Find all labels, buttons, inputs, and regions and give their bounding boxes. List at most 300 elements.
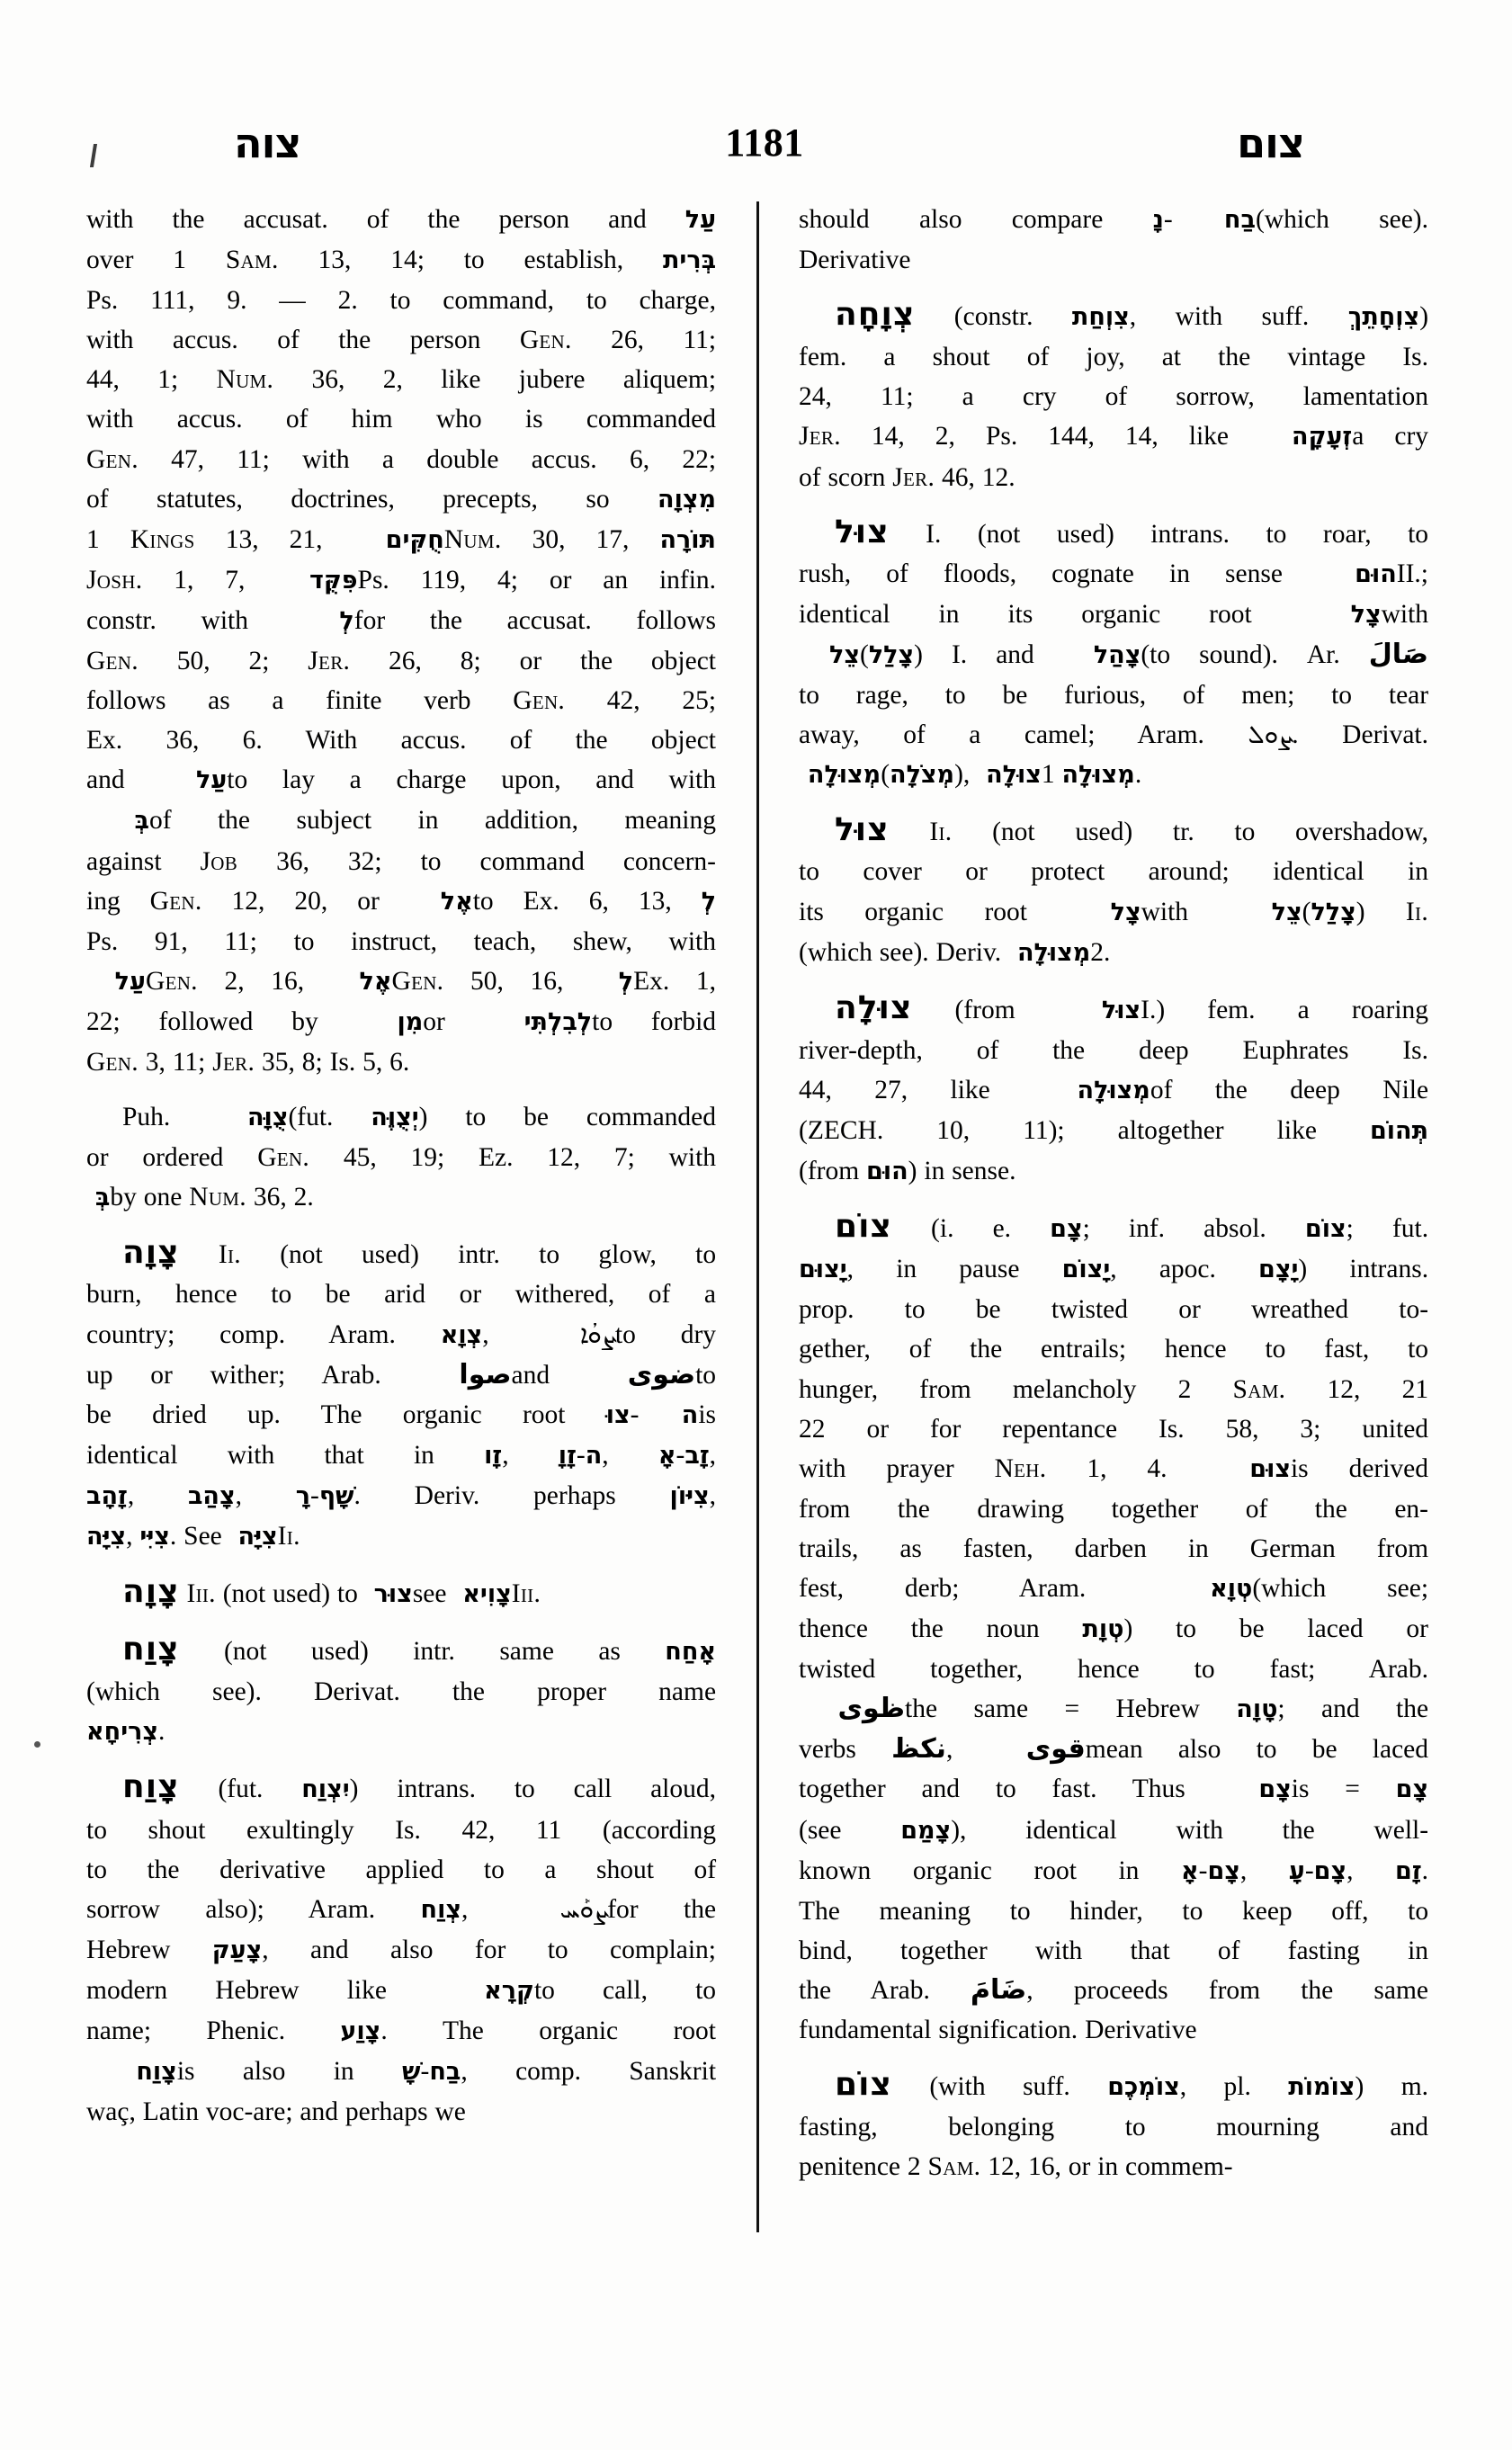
entry-line [799, 1031, 1428, 1070]
entry-line [799, 852, 1428, 891]
arabic-word: صوا [418, 1358, 512, 1390]
paragraph-gap [86, 1082, 716, 1097]
hebrew-word: צִוְחַת [1071, 303, 1130, 332]
latin-text-run: (which see). Derivat. the proper name [86, 1677, 717, 1707]
latin-text-run: burn, hence to be arid or withered, of a [86, 1280, 716, 1310]
entry-line [86, 1516, 716, 1557]
entry-headword: צוּלָה [835, 988, 913, 1026]
latin-text-run: is derived [1290, 1453, 1429, 1483]
hebrew-word: צָם [1207, 1856, 1240, 1885]
hebrew-word: מְצוּלָה [1033, 1076, 1150, 1104]
entry-headword: צָוַח [122, 1631, 180, 1668]
latin-text-run: . [1134, 760, 1142, 790]
entry-line [86, 1097, 716, 1138]
hebrew-word: אָ [658, 1441, 676, 1470]
hebrew-word: עָ [1288, 1856, 1305, 1885]
entry-line [799, 1329, 1428, 1369]
hebrew-word: יִצְוַח [301, 1775, 350, 1804]
entry-line [799, 635, 1428, 675]
scripture-abbrev: Sam. [927, 2152, 981, 2182]
latin-text-run: penitence 2 Sam. 12, 16, or in commem- [799, 2152, 1233, 2182]
latin-text-run: ) m. [1355, 2072, 1429, 2102]
latin-text-run: sorrow also); Aram. [86, 1894, 376, 1924]
latin-text-run: 2. [1090, 937, 1111, 967]
latin-text-run: . See [169, 1522, 222, 1551]
entry-line [799, 1070, 1428, 1111]
entry-line [86, 1274, 716, 1314]
latin-text-run: ) in sense. [908, 1157, 1016, 1186]
scripture-abbrev: Num. [216, 365, 274, 395]
latin-text-run: of scorn Jer. 46, 12. [799, 462, 1015, 492]
scripture-abbrev: Sam. [225, 246, 279, 275]
hebrew-word: טְוָת [1082, 1615, 1124, 1644]
hebrew-word: בַח [429, 2058, 461, 2087]
entry-line [799, 240, 1428, 280]
latin-text-run: , pl. [1179, 2072, 1251, 2102]
hebrew-word: פִּקֻּד [276, 566, 358, 595]
entry-line [86, 1355, 716, 1395]
entry-line [799, 933, 1428, 973]
hebrew-word: לְ [292, 606, 354, 635]
entry-line-headword [799, 988, 1428, 1031]
latin-text-run: (with suff. [929, 2072, 1070, 2102]
latin-text-run: II.; [1396, 559, 1428, 588]
latin-text-run: its organic root [799, 897, 1027, 926]
latin-text-run: (not used) intr. same as [223, 1637, 621, 1667]
entry-line [86, 760, 716, 800]
entry-line [86, 1971, 716, 2011]
hebrew-word: צֵל [1229, 898, 1302, 926]
hebrew-word: צָוַח [86, 2058, 177, 2087]
latin-text-run: up or wither; Arab. [86, 1360, 381, 1390]
latin-text-run: the same = Hebrew [905, 1694, 1200, 1724]
latin-text-run: ; fut. [1346, 1214, 1429, 1244]
running-head [135, 115, 1394, 174]
scripture-abbrev: Gen. [145, 966, 198, 996]
latin-text-run: thence the noun [799, 1614, 1040, 1644]
latin-text-run: ; inf. absol. [1082, 1214, 1266, 1244]
entry-line [799, 1730, 1428, 1769]
entry-line [799, 1370, 1428, 1409]
entry-line [86, 1138, 716, 1177]
entry-line [86, 1811, 716, 1850]
latin-text-run: to the derivative applied to a shout of [86, 1855, 717, 1884]
paragraph-gap [799, 1192, 1428, 1207]
arabic-word: ضَامَ [971, 1973, 1027, 2006]
entry-line [86, 961, 716, 1002]
latin-text-run: , [127, 1480, 135, 1510]
latin-text-run: ) intrans. to call aloud, [349, 1775, 716, 1804]
scripture-abbrev: Job [200, 846, 238, 876]
latin-text-run: 44, 1; Num. 36, 2, like jubere aliquem; [86, 365, 717, 395]
text-columns [86, 200, 1428, 2232]
entry-line [799, 416, 1428, 457]
scripture-abbrev: Ii. [1405, 897, 1428, 926]
latin-text-run: or [423, 1006, 445, 1036]
latin-text-run: Gen. 3, 11; Jer. 35, 8; Is. 5, 6. [86, 1047, 410, 1077]
latin-text-run: - [1198, 1855, 1208, 1885]
scripture-abbrev: Gen. [519, 326, 572, 355]
latin-text-run: . Derivat. [1292, 720, 1429, 750]
scripture-abbrev: Jer. [799, 422, 841, 452]
latin-text-run: and [86, 765, 125, 795]
latin-text-run: ) I. and [914, 639, 1034, 669]
entry-line [86, 720, 716, 760]
latin-text-run: name; Phenic. [86, 2016, 286, 2046]
latin-text-run: (to sound). Ar. [1141, 639, 1340, 669]
column-left [86, 200, 716, 2232]
latin-text-run: river-depth, of the deep Euphrates Is. [799, 1035, 1429, 1065]
latin-text-run [278, 1522, 300, 1551]
latin-text-run: Gen. 47, 11; with a double accus. 6, 22; [86, 444, 717, 474]
latin-text-run: , comp. Sanskrit [461, 2057, 717, 2087]
latin-text-run: , with suff. [1129, 302, 1310, 332]
entry-headword: צָוָה [122, 1234, 180, 1272]
latin-text-run: , [945, 1735, 953, 1765]
latin-text-run: to lay a charge upon, and with [227, 765, 716, 795]
hebrew-word: זְעָקָה [1259, 423, 1353, 452]
latin-text-run: , and also for to complain; [262, 1935, 717, 1964]
hebrew-word: צִיִּי [139, 1523, 170, 1551]
paragraph-gap [86, 1218, 716, 1233]
latin-text-run: (i. e. [931, 1214, 1012, 1244]
entry-line [799, 458, 1428, 497]
scripture-abbrev: Gen. [86, 1047, 139, 1077]
entry-headword: צָוַח [122, 1768, 180, 1806]
latin-text-run: 1 Kings 13, 21, [86, 524, 323, 554]
entry-line [86, 320, 716, 360]
latin-text-run: Gen. 2, 16, [145, 966, 305, 996]
entry-headword: צוֹם [835, 2066, 892, 2104]
latin-text-run: - [1304, 1855, 1314, 1885]
hebrew-word: צִיּוֹן [669, 1481, 710, 1510]
entry-line [86, 681, 716, 720]
hebrew-word: שָׁ [402, 2058, 421, 2087]
latin-text-run: bind, together with that of fasting in [799, 1936, 1429, 1965]
entry-line [799, 337, 1428, 377]
entry-line [86, 520, 716, 560]
latin-text-run: , [482, 1319, 489, 1349]
entry-line [86, 1890, 716, 1930]
latin-text-run: identical with that in [86, 1440, 434, 1470]
entry-line [86, 641, 716, 681]
hebrew-word: בַח [1172, 206, 1256, 234]
latin-text-run: ( [860, 639, 869, 669]
latin-text-run: - [675, 1440, 685, 1470]
hebrew-word: צֵל [799, 640, 860, 669]
scripture-abbrev: Neh. [994, 1453, 1047, 1483]
entry-line [86, 1850, 716, 1890]
hebrew-word: אֶל [330, 967, 392, 996]
latin-text-run: should also compare [799, 205, 1104, 234]
entry-line [799, 892, 1428, 933]
entry-line [799, 1891, 1428, 1931]
latin-text-run: away, of a camel; Aram. [799, 720, 1204, 750]
latin-text-run: hunger, from melancholy 2 Sam. 12, 21 [799, 1374, 1429, 1404]
latin-text-run: modern Hebrew like [86, 1975, 387, 2005]
latin-text-run [512, 1579, 541, 1608]
latin-text-run: Josh. 1, 7, [86, 565, 246, 595]
hebrew-word: בְּ [86, 807, 149, 836]
scripture-abbrev: Ii. [218, 1240, 241, 1270]
latin-text-run: Gen. 50, 16, [391, 966, 564, 996]
entry-line [799, 1489, 1428, 1529]
entry-line [86, 1395, 716, 1435]
hebrew-word: זָם [1395, 1856, 1422, 1885]
entry-line [86, 1672, 716, 1712]
hebrew-word: צוֹם [1304, 1215, 1346, 1244]
entry-line [799, 1769, 1428, 1810]
latin-text-run: (from [954, 995, 1015, 1024]
latin-text-run: the Arab. [799, 1975, 930, 2005]
latin-text-run: with [1381, 599, 1429, 629]
hebrew-word: נָ [1152, 206, 1164, 234]
entry-line [86, 2011, 716, 2052]
entry-line-headword [799, 810, 1428, 852]
latin-text-run: trails, as fasten, darben in German from [799, 1533, 1429, 1563]
entry-line [86, 399, 716, 439]
latin-text-run: 44, 27, like [799, 1075, 990, 1104]
entry-line [86, 1315, 716, 1355]
entry-line [86, 1930, 716, 1971]
latin-text-run: to call, to [533, 1975, 717, 2005]
latin-text-run: ( [881, 760, 890, 790]
scripture-abbrev: Iii. [186, 1579, 216, 1609]
latin-text-run: twisted together, hence to fast; Arab. [799, 1655, 1429, 1685]
latin-text-run: for the accusat. follows [353, 605, 717, 635]
latin-text-run: to shout exultingly Is. 42, 11 (according [86, 1815, 716, 1845]
hebrew-word: צָלַל [868, 640, 915, 669]
scripture-abbrev: Josh. [86, 565, 143, 595]
entry-line-headword [86, 1233, 716, 1274]
entry-line [799, 1290, 1428, 1329]
entry-line [799, 1529, 1428, 1569]
latin-text-run: of the deep Nile [1150, 1075, 1429, 1104]
syriac-word: ܨܘܰܚ [513, 1893, 608, 1924]
scripture-abbrev: Ii. [929, 818, 953, 847]
latin-text-run: (fut. [218, 1775, 264, 1804]
entry-line-headword [799, 513, 1428, 554]
latin-text-run: is also in [176, 2057, 354, 2087]
latin-text-run: to Ex. 6, 13, [472, 886, 672, 916]
paragraph-gap [86, 1557, 716, 1572]
hebrew-word: צָם [1050, 1215, 1083, 1244]
entry-line [86, 1476, 716, 1516]
latin-text-run: to cover or protect around; identical in [799, 857, 1429, 887]
scripture-abbrev: Kings [130, 524, 195, 554]
entry-line-headword [799, 1207, 1428, 1249]
latin-text-run: of the subject in addition, meaning [148, 806, 717, 836]
entry-line [799, 1409, 1428, 1449]
scripture-abbrev: Iii. [511, 1579, 541, 1609]
latin-text-run: ) to be commanded [418, 1103, 717, 1132]
entry-line [799, 1689, 1428, 1730]
latin-text-run: verbs [799, 1735, 856, 1765]
page-number: 1181 [725, 121, 804, 165]
hebrew-word: צְוָא [440, 1320, 483, 1349]
entry-line [799, 377, 1428, 416]
latin-text-run: ) intrans. [1298, 1255, 1429, 1284]
hebrew-word: צוּר [364, 1580, 413, 1609]
latin-text-run: , [461, 1894, 469, 1924]
hebrew-word: צוֹמוֹת [1288, 2073, 1355, 2102]
latin-text-run: to dry [614, 1319, 717, 1349]
latin-text-run: ) Ii. [1355, 897, 1428, 926]
latin-text-run: with accus. of him who is commanded [86, 405, 717, 434]
hebrew-word: הוּם [866, 1158, 908, 1186]
latin-text-run: waç, Latin voc-are; and perhaps we [86, 2097, 466, 2127]
latin-text-run: , proceeds from the same [1026, 1975, 1429, 2005]
hebrew-word: צָל [1300, 600, 1382, 629]
hebrew-word: צָוַע [340, 2017, 381, 2046]
entry-line [799, 2010, 1428, 2050]
scripture-abbrev: Jer. [212, 1047, 255, 1077]
entry-line [86, 440, 716, 479]
entry-line [86, 1177, 716, 1218]
latin-text-run: Ex. 1, [633, 966, 717, 996]
latin-text-run: see [412, 1579, 447, 1609]
latin-text-run: - [576, 1440, 586, 1470]
latin-text-run: to forbid [592, 1006, 717, 1036]
entry-line [86, 2052, 716, 2092]
latin-text-run: - [630, 1399, 640, 1429]
latin-text-run: country; comp. Aram. [86, 1319, 396, 1349]
entry-line-headword [86, 1630, 716, 1672]
latin-text-run: Ps. 119, 4; or an infin. [357, 565, 717, 595]
scan-edge-artifact [90, 144, 97, 167]
scripture-abbrev: Gen. [257, 1143, 310, 1173]
scripture-abbrev: Num. [443, 524, 502, 554]
latin-text-run: - [420, 2057, 430, 2087]
latin-text-run: of statutes, doctrines, precepts, so [86, 484, 610, 514]
hebrew-word: עַל [86, 967, 146, 996]
hebrew-word: צָם [1395, 1775, 1429, 1804]
latin-text-run: . [1421, 1855, 1429, 1885]
latin-text-run: by one Num. 36, 2. [110, 1183, 314, 1212]
hebrew-word: צֻוָּה [208, 1104, 289, 1132]
hebrew-word: מִן [356, 1007, 424, 1036]
syriac-word: ܨܘܠ [1248, 720, 1293, 750]
latin-text-run: , [502, 1440, 509, 1470]
hebrew-word: זָב [684, 1441, 710, 1470]
hebrew-word: אָחַח [665, 1638, 717, 1667]
latin-text-run: Jer. 14, 2, Ps. 144, 14, like [799, 422, 1229, 452]
scripture-abbrev: Gen. [513, 686, 566, 716]
hebrew-word: ה [585, 1441, 603, 1470]
hebrew-word: אֶל [408, 887, 473, 916]
latin-text-run: with the accusat. of the person and [86, 205, 647, 234]
hebrew-word: צָהַל [1062, 640, 1141, 669]
hebrew-word: מִצְוָה [658, 485, 717, 514]
hebrew-word: מְצוּלָה [799, 761, 881, 790]
latin-text-run: , [1346, 1855, 1354, 1885]
entry-line [86, 360, 716, 399]
hebrew-word: בְּרִית [662, 246, 717, 275]
latin-text-run: Gen. 50, 2; Jer. 26, 8; or the object [86, 647, 717, 676]
hebrew-word: צוּלָה [977, 761, 1042, 790]
hebrew-word: יָצָם [1258, 1256, 1299, 1284]
latin-text-run: constr. with [86, 605, 248, 635]
paragraph-gap [799, 795, 1428, 810]
entry-line [799, 1811, 1428, 1851]
hebrew-word: בְּ [86, 1184, 111, 1212]
entry-line [799, 1851, 1428, 1891]
entry-headword: צוּל [835, 811, 890, 849]
entry-line [799, 595, 1428, 635]
latin-text-run: to [695, 1360, 717, 1390]
latin-text-run: . [158, 1717, 166, 1747]
latin-text-run: rush, of floods, cognate in sense [799, 559, 1283, 588]
latin-text-run: 1 [1041, 760, 1055, 790]
latin-text-run: , [126, 1522, 133, 1551]
latin-text-run: follows as a finite verb Gen. 42, 25; [86, 686, 717, 716]
entry-line [799, 1650, 1428, 1689]
hebrew-word: זָהָב [86, 1481, 128, 1510]
hebrew-word: צוּ [605, 1400, 631, 1429]
hebrew-word: צִיָּה [86, 1523, 127, 1551]
latin-text-run: . The organic root [380, 2016, 717, 2046]
hebrew-word: תְּהוֹם [1369, 1116, 1429, 1145]
latin-text-run: 22; followed by [86, 1006, 318, 1036]
latin-text-run: with accus. of the person Gen. 26, 11; [86, 326, 717, 355]
arabic-word: نكظ [891, 1733, 946, 1766]
latin-text-run: (from [799, 1157, 860, 1186]
latin-text-run: . Deriv. perhaps [353, 1480, 616, 1510]
latin-text-run: ) to be laced or [1123, 1614, 1428, 1644]
arabic-word: قوى [988, 1733, 1086, 1766]
scripture-abbrev: Sam. [1232, 1374, 1286, 1404]
hebrew-word: צָעַק [211, 1936, 263, 1964]
latin-text-run: Puh. [122, 1103, 171, 1132]
latin-text-run: ) [1419, 302, 1429, 332]
entry-line [86, 1435, 716, 1476]
entry-line-headword [799, 2065, 1428, 2107]
latin-text-run: against Job 36, 32; to command concern- [86, 846, 716, 876]
entry-line [799, 1151, 1428, 1192]
latin-text-run: The meaning to hinder, to keep off, to [799, 1896, 1429, 1926]
hebrew-word: צָמַם [900, 1816, 952, 1845]
latin-text-run: or ordered Gen. 45, 19; Ez. 12, 7; with [86, 1143, 717, 1173]
latin-text-run: I. (not used) intrans. to roar, to [926, 519, 1429, 549]
hebrew-word: יָצוּם [799, 1256, 847, 1284]
latin-text-run: (which see). [1255, 205, 1429, 234]
entry-line [86, 1712, 716, 1752]
latin-text-run: 22 or for repentance Is. 58, 3; united [799, 1414, 1429, 1444]
hebrew-word: זָוָ [558, 1441, 577, 1470]
hebrew-word: עַל [684, 206, 717, 234]
scripture-abbrev: Gen. [149, 886, 202, 916]
latin-text-run: be dried up. The organic root [86, 1399, 566, 1429]
hebrew-word: זָו [484, 1441, 503, 1470]
latin-text-run: ), [954, 760, 971, 790]
latin-text-run: Num. 30, 17, [443, 524, 630, 554]
hebrew-word: צָלַל [1311, 898, 1356, 926]
scripture-abbrev: Gen. [86, 444, 139, 474]
latin-text-run: (which see). Deriv. [799, 937, 1002, 967]
entry-line [799, 200, 1428, 240]
entry-line [799, 2107, 1428, 2147]
column-right [799, 200, 1428, 2232]
scripture-abbrev: Gen. [391, 966, 444, 996]
hebrew-word: צָם [1221, 1775, 1292, 1804]
paragraph-gap [86, 1614, 716, 1630]
hebrew-word: מְצֹלָה [890, 761, 955, 790]
scripture-abbrev: Jer. [892, 462, 935, 492]
latin-text-run: (see [799, 1815, 842, 1845]
latin-text-run: , apoc. [1110, 1255, 1216, 1284]
entry-line [86, 2092, 716, 2132]
scripture-abbrev: Num. [189, 1183, 246, 1212]
